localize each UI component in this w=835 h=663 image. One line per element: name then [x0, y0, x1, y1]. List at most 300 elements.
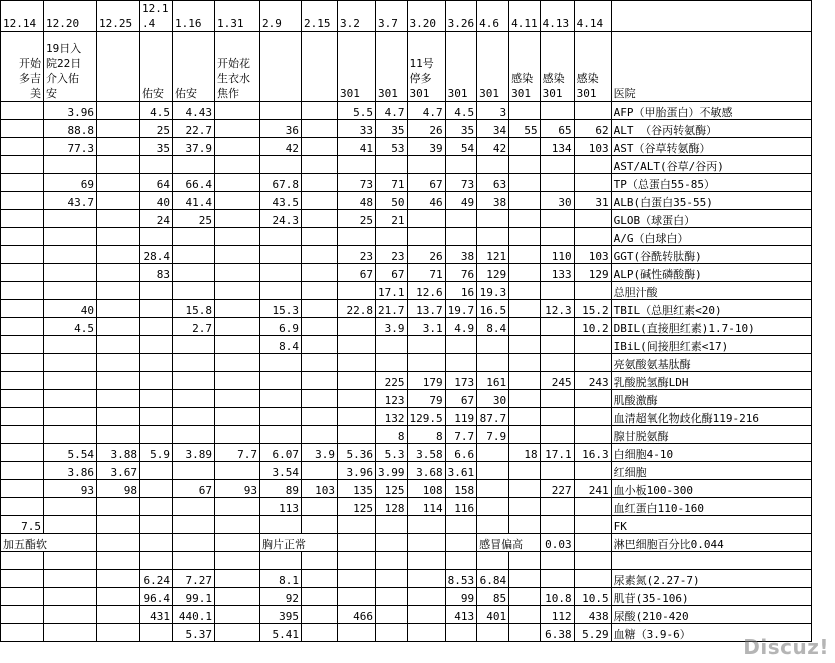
value-cell: 12.6 [407, 282, 445, 300]
value-cell [509, 624, 541, 642]
value-cell [302, 120, 338, 138]
value-cell [140, 408, 173, 426]
value-cell: 5.41 [260, 624, 302, 642]
value-cell: 3.88 [97, 444, 140, 462]
value-cell [477, 444, 509, 462]
value-cell: 5.29 [574, 624, 611, 642]
value-cell [97, 246, 140, 264]
value-cell: 17.1 [376, 282, 408, 300]
date-cell: 1.16 [173, 1, 215, 32]
value-cell: 76 [445, 264, 477, 282]
value-cell [215, 408, 260, 426]
value-cell [1, 354, 44, 372]
value-cell: 395 [260, 606, 302, 624]
test-name-cell: 白细胞4-10 [611, 444, 811, 462]
value-cell [215, 156, 260, 174]
test-name-cell: 红细胞 [611, 462, 811, 480]
value-cell [97, 336, 140, 354]
value-cell: 77.3 [44, 138, 97, 156]
value-cell: 6.9 [260, 318, 302, 336]
lab-row [1, 516, 812, 534]
date-header-row [1, 1, 812, 32]
value-cell: 8.4 [477, 318, 509, 336]
test-name-cell: 血清超氧化物歧化酶119-216 [611, 408, 811, 426]
value-cell [302, 408, 338, 426]
value-cell [540, 210, 574, 228]
value-cell [97, 426, 140, 444]
value-cell: 23 [376, 246, 408, 264]
value-cell [302, 426, 338, 444]
value-cell: 62 [574, 120, 611, 138]
value-cell [302, 570, 338, 588]
value-cell: 6.6 [445, 444, 477, 462]
value-cell: 5.36 [338, 444, 376, 462]
date-cell: 12.14 [1, 1, 44, 32]
value-cell [140, 282, 173, 300]
value-cell [376, 516, 408, 534]
note-cell: 19日入 院22日 介入佑 安 [44, 32, 97, 102]
lab-row [1, 462, 812, 480]
value-cell [1, 624, 44, 642]
date-cell: 3.26 [445, 1, 477, 32]
date-cell: 2.15 [302, 1, 338, 32]
value-cell [44, 498, 97, 516]
value-cell: 73 [338, 174, 376, 192]
lab-row [1, 408, 812, 426]
value-cell [540, 462, 574, 480]
value-cell: 96.4 [140, 588, 173, 606]
value-cell: 129.5 [407, 408, 445, 426]
value-cell [1, 318, 44, 336]
value-cell [173, 228, 215, 246]
value-cell: 46 [407, 192, 445, 210]
value-cell [1, 444, 44, 462]
value-cell [1, 606, 44, 624]
value-cell [477, 336, 509, 354]
header-blank-cell [611, 1, 811, 32]
value-cell: 53 [376, 138, 408, 156]
value-cell [338, 534, 376, 552]
value-cell [97, 390, 140, 408]
value-cell: 440.1 [173, 606, 215, 624]
value-cell: 36 [260, 120, 302, 138]
test-name-cell: AST（谷草转氨酶） [611, 138, 811, 156]
value-cell [44, 516, 97, 534]
value-cell [445, 552, 477, 570]
value-cell: 37.9 [173, 138, 215, 156]
value-cell: 125 [376, 480, 408, 498]
lab-row [1, 120, 812, 138]
value-cell [477, 228, 509, 246]
value-cell: 438 [574, 606, 611, 624]
value-cell: 6.84 [477, 570, 509, 588]
value-cell: 173 [445, 372, 477, 390]
value-cell [173, 498, 215, 516]
value-cell: 121 [477, 246, 509, 264]
value-cell [540, 102, 574, 120]
value-cell: 28.4 [140, 246, 173, 264]
value-cell [97, 570, 140, 588]
value-cell: 43.5 [260, 192, 302, 210]
value-cell: 103 [574, 138, 611, 156]
value-cell [44, 282, 97, 300]
value-cell [1, 336, 44, 354]
value-cell [445, 354, 477, 372]
value-cell [302, 174, 338, 192]
value-cell [509, 174, 541, 192]
value-cell [574, 570, 611, 588]
lab-row [1, 300, 812, 318]
value-cell: 38 [445, 246, 477, 264]
value-cell [173, 408, 215, 426]
value-cell [302, 462, 338, 480]
value-cell: 8 [376, 426, 408, 444]
value-cell [1, 120, 44, 138]
value-cell [302, 372, 338, 390]
value-cell: 43.7 [44, 192, 97, 210]
value-cell: 4.7 [407, 102, 445, 120]
value-cell [173, 354, 215, 372]
value-cell [215, 282, 260, 300]
value-cell [407, 228, 445, 246]
lab-row [1, 282, 812, 300]
value-cell [477, 498, 509, 516]
value-cell: 3.86 [44, 462, 97, 480]
value-cell: 16.5 [477, 300, 509, 318]
value-cell: 22.7 [173, 120, 215, 138]
value-cell: 31 [574, 192, 611, 210]
value-cell: 42 [260, 138, 302, 156]
value-cell: 19.7 [445, 300, 477, 318]
value-cell [44, 246, 97, 264]
value-cell [302, 300, 338, 318]
value-cell: 161 [477, 372, 509, 390]
test-name-cell: FK [611, 516, 811, 534]
lab-row [1, 246, 812, 264]
test-name-cell: AFP（甲胎蛋白）不敏感 [611, 102, 811, 120]
value-cell: 132 [376, 408, 408, 426]
test-name-cell: 肌苷(35-106) [611, 588, 811, 606]
value-cell: 7.9 [477, 426, 509, 444]
value-cell [540, 354, 574, 372]
value-cell [302, 228, 338, 246]
value-cell [509, 138, 541, 156]
value-cell: 67 [407, 174, 445, 192]
note-cell [260, 32, 302, 102]
value-cell [376, 552, 408, 570]
value-cell [140, 336, 173, 354]
value-cell [376, 606, 408, 624]
test-name-cell: 尿素氮(2.27-7) [611, 570, 811, 588]
value-cell: 71 [376, 174, 408, 192]
value-cell [173, 264, 215, 282]
value-cell: 3.99 [376, 462, 408, 480]
value-cell [1, 408, 44, 426]
value-cell [302, 498, 338, 516]
value-cell [302, 156, 338, 174]
value-cell [509, 570, 541, 588]
value-cell: 5.54 [44, 444, 97, 462]
value-cell [97, 282, 140, 300]
value-cell: 15.2 [574, 300, 611, 318]
value-cell [302, 552, 338, 570]
value-cell [260, 282, 302, 300]
value-cell [540, 552, 574, 570]
value-cell: 3.96 [44, 102, 97, 120]
value-cell [302, 210, 338, 228]
value-cell [140, 462, 173, 480]
value-cell: 6.24 [140, 570, 173, 588]
date-cell: 3.7 [376, 1, 408, 32]
value-cell [540, 426, 574, 444]
value-cell [1, 552, 44, 570]
value-cell [509, 318, 541, 336]
value-cell: 8.53 [445, 570, 477, 588]
value-cell [215, 354, 260, 372]
note-cell: 301 [477, 32, 509, 102]
value-cell [376, 588, 408, 606]
value-cell: 3.9 [302, 444, 338, 462]
value-cell [445, 534, 477, 552]
value-cell [338, 228, 376, 246]
value-cell [574, 516, 611, 534]
value-cell [97, 552, 140, 570]
value-cell [338, 156, 376, 174]
value-cell [97, 228, 140, 246]
value-cell [97, 498, 140, 516]
test-name-cell: AST/ALT(谷草/谷丙) [611, 156, 811, 174]
lab-row [1, 426, 812, 444]
value-cell [97, 534, 140, 552]
test-name-cell: 乳酸脱氢酶LDH [611, 372, 811, 390]
value-cell [376, 228, 408, 246]
value-cell [215, 426, 260, 444]
value-cell: 99.1 [173, 588, 215, 606]
value-cell [302, 192, 338, 210]
value-cell: 6.38 [540, 624, 574, 642]
value-cell [407, 624, 445, 642]
value-cell [338, 372, 376, 390]
value-cell [173, 372, 215, 390]
note-cell: 佑安 [140, 32, 173, 102]
value-cell [215, 462, 260, 480]
hospital-header-cell: 医院 [611, 32, 811, 102]
value-cell [338, 282, 376, 300]
value-cell: 413 [445, 606, 477, 624]
value-cell [173, 516, 215, 534]
value-cell: 3.96 [338, 462, 376, 480]
value-cell: 225 [376, 372, 408, 390]
value-cell [97, 588, 140, 606]
test-name-cell: 腺甘脱氨酶 [611, 426, 811, 444]
value-cell [574, 156, 611, 174]
value-cell [215, 210, 260, 228]
value-cell: 92 [260, 588, 302, 606]
test-name-cell: ALB(白蛋白35-55) [611, 192, 811, 210]
value-cell: 2.7 [173, 318, 215, 336]
note-cell: 胸片正常 [260, 534, 338, 552]
value-cell: 79 [407, 390, 445, 408]
value-cell: 65 [540, 120, 574, 138]
date-cell: 4.11 [509, 1, 541, 32]
value-cell: 123 [376, 390, 408, 408]
value-cell: 0.03 [540, 534, 574, 552]
value-cell [44, 624, 97, 642]
value-cell [97, 120, 140, 138]
note-cell: 感染 301 [574, 32, 611, 102]
lab-row [1, 336, 812, 354]
value-cell [338, 336, 376, 354]
value-cell: 243 [574, 372, 611, 390]
note-cell: 感染 301 [509, 32, 541, 102]
test-name-cell: ALP(碱性磷酸酶) [611, 264, 811, 282]
value-cell [173, 156, 215, 174]
lab-row [1, 174, 812, 192]
value-cell [509, 390, 541, 408]
value-cell [140, 426, 173, 444]
value-cell [1, 390, 44, 408]
value-cell [509, 228, 541, 246]
value-cell: 7.5 [1, 516, 44, 534]
value-cell: 93 [44, 480, 97, 498]
note-cell: 感染 301 [540, 32, 574, 102]
lab-row [1, 156, 812, 174]
value-cell [509, 354, 541, 372]
note-cell: 11号 停多 301 [407, 32, 445, 102]
value-cell: 116 [445, 498, 477, 516]
value-cell [509, 480, 541, 498]
test-name-cell: 尿酸(210-420 [611, 606, 811, 624]
test-name-cell: 血红蛋白110-160 [611, 498, 811, 516]
value-cell [215, 534, 260, 552]
value-cell: 13.7 [407, 300, 445, 318]
value-cell [302, 102, 338, 120]
value-cell [173, 390, 215, 408]
value-cell: 401 [477, 606, 509, 624]
value-cell [376, 336, 408, 354]
value-cell: 99 [445, 588, 477, 606]
value-cell [97, 300, 140, 318]
value-cell [445, 336, 477, 354]
value-cell [215, 624, 260, 642]
value-cell [97, 624, 140, 642]
date-cell: 4.6 [477, 1, 509, 32]
value-cell [574, 174, 611, 192]
value-cell: 133 [540, 264, 574, 282]
value-cell [477, 552, 509, 570]
value-cell [140, 552, 173, 570]
test-name-cell: 肌酸激酶 [611, 390, 811, 408]
value-cell [574, 210, 611, 228]
value-cell [140, 228, 173, 246]
value-cell: 35 [376, 120, 408, 138]
note-cell: 301 [445, 32, 477, 102]
value-cell [574, 228, 611, 246]
value-cell [574, 498, 611, 516]
value-cell: 6.07 [260, 444, 302, 462]
value-cell [260, 552, 302, 570]
value-cell [338, 552, 376, 570]
value-cell [509, 426, 541, 444]
value-cell: 10.2 [574, 318, 611, 336]
value-cell [509, 210, 541, 228]
note-cell: 感冒偏高 [477, 534, 541, 552]
value-cell [97, 174, 140, 192]
lab-row [1, 138, 812, 156]
value-cell [173, 336, 215, 354]
value-cell: 4.5 [44, 318, 97, 336]
value-cell [509, 156, 541, 174]
value-cell [44, 426, 97, 444]
test-name-cell [611, 552, 811, 570]
note-cell [97, 32, 140, 102]
date-cell: 12.25 [97, 1, 140, 32]
value-cell: 158 [445, 480, 477, 498]
value-cell [540, 318, 574, 336]
value-cell [445, 516, 477, 534]
value-cell [338, 390, 376, 408]
value-cell [1, 174, 44, 192]
value-cell [407, 606, 445, 624]
value-cell [407, 210, 445, 228]
value-cell: 119 [445, 408, 477, 426]
value-cell [173, 552, 215, 570]
value-cell [574, 462, 611, 480]
value-cell: 4.7 [376, 102, 408, 120]
value-cell: 466 [338, 606, 376, 624]
value-cell [509, 588, 541, 606]
value-cell [97, 372, 140, 390]
value-cell [260, 408, 302, 426]
value-cell [407, 516, 445, 534]
value-cell: 24.3 [260, 210, 302, 228]
value-cell [215, 192, 260, 210]
value-cell [477, 462, 509, 480]
value-cell: 5.3 [376, 444, 408, 462]
value-cell [509, 372, 541, 390]
value-cell [1, 462, 44, 480]
value-cell [376, 570, 408, 588]
value-cell [509, 300, 541, 318]
value-cell: 63 [477, 174, 509, 192]
value-cell: 35 [140, 138, 173, 156]
value-cell [407, 588, 445, 606]
value-cell [44, 372, 97, 390]
value-cell: 4.5 [445, 102, 477, 120]
test-name-cell: 亮氨酸氨基肽酶 [611, 354, 811, 372]
date-cell: 2.9 [260, 1, 302, 32]
value-cell: 40 [44, 300, 97, 318]
value-cell [509, 552, 541, 570]
value-cell [302, 138, 338, 156]
value-cell [97, 156, 140, 174]
value-cell [97, 408, 140, 426]
value-cell [338, 516, 376, 534]
value-cell: 4.9 [445, 318, 477, 336]
value-cell [338, 588, 376, 606]
value-cell: 35 [445, 120, 477, 138]
value-cell [509, 516, 541, 534]
test-name-cell: TP（总蛋白55-85） [611, 174, 811, 192]
lab-row [1, 390, 812, 408]
value-cell [574, 354, 611, 372]
value-cell [44, 264, 97, 282]
value-cell [1, 588, 44, 606]
value-cell [540, 174, 574, 192]
value-cell [215, 228, 260, 246]
value-cell: 87.7 [477, 408, 509, 426]
value-cell [302, 606, 338, 624]
